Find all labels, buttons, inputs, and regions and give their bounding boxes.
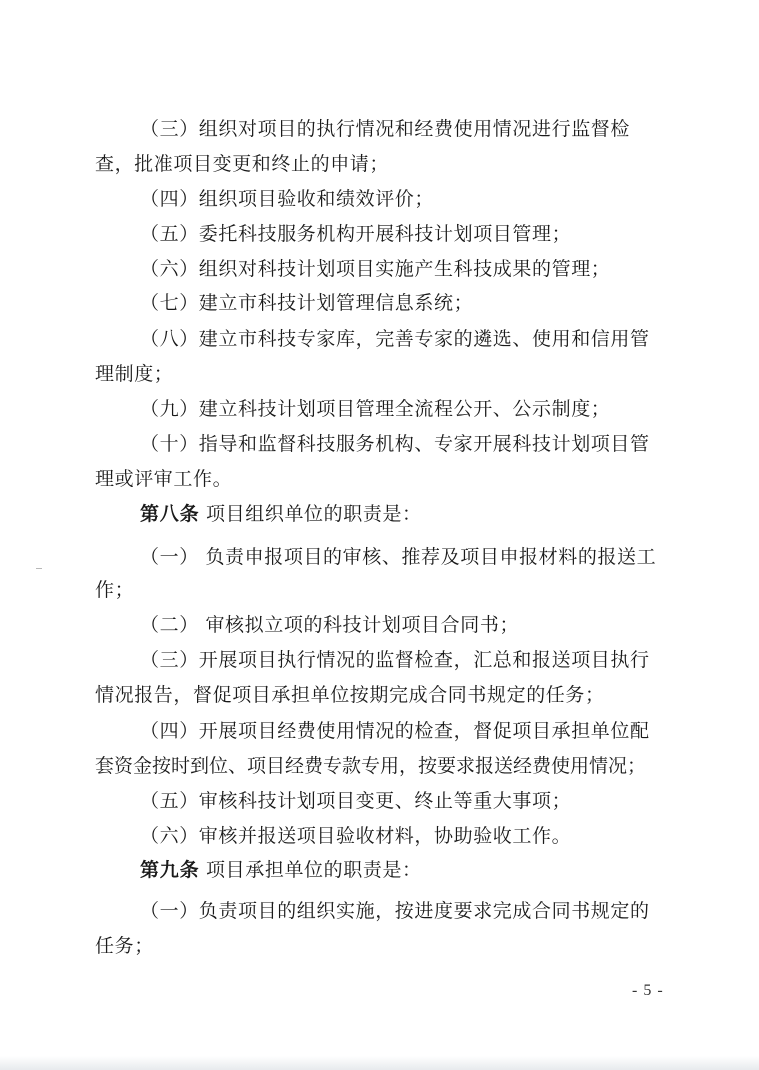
text-line: （一） 负责申报项目的审核、推荐及项目申报材料的报送工 (140, 546, 657, 568)
text-line: （三）开展项目执行情况的监督检查，汇总和报送项目执行 (140, 649, 650, 671)
text-line: 套资金按时到位、项目经费专款专用，按要求报送经费使用情况； (95, 755, 647, 777)
text-line: 情况报告，督促项目承担单位按期完成合同书规定的任务； (95, 684, 605, 706)
article-8-line (140, 502, 422, 526)
scan-bottom-edge (0, 1056, 759, 1070)
scan-speck (36, 568, 42, 569)
text-line: （四）开展项目经费使用情况的检查，督促项目承担单位配 (140, 720, 650, 742)
text-line: （五）审核科技计划项目变更、终止等重大事项； (140, 790, 572, 812)
text-line: （五）委托科技服务机构开展科技计划项目管理； (140, 223, 572, 245)
article-9-line (140, 858, 422, 882)
article-8-text: 项目组织单位的职责是： (206, 503, 422, 525)
text-line: 理或评审工作。 (95, 468, 233, 490)
text-line: （四）组织项目验收和绩效评价； (140, 188, 435, 210)
page-number: - 5 - (632, 982, 664, 999)
article-8-heading: 第八条 (140, 503, 200, 525)
text-line: 任务； (95, 935, 154, 957)
text-line: （十）指导和监督科技服务机构、专家开展科技计划项目管 (140, 433, 650, 455)
text-line: （八）建立市科技专家库，完善专家的遴选、使用和信用管 (140, 328, 650, 350)
text-line: 作； (95, 579, 135, 601)
text-line: （三）组织对项目的执行情况和经费使用情况进行监督检 (140, 118, 631, 140)
text-line: （九）建立科技计划项目管理全流程公开、公示制度； (140, 398, 611, 420)
text-line: 理制度； (95, 363, 174, 385)
article-9-text: 项目承担单位的职责是： (206, 859, 422, 881)
text-line: （二） 审核拟立项的科技计划项目合同书； (140, 614, 520, 636)
text-line: （六）组织对科技计划项目实施产生科技成果的管理； (140, 258, 611, 280)
text-line: 查，批准项目变更和终止的申请； (95, 153, 390, 175)
article-9-heading: 第九条 (140, 859, 200, 881)
text-line: （七）建立市科技计划管理信息系统； (140, 292, 474, 314)
text-line: （六）审核并报送项目验收材料，协助验收工作。 (140, 825, 572, 847)
text-line: （一）负责项目的组织实施，按进度要求完成合同书规定的 (140, 900, 650, 922)
